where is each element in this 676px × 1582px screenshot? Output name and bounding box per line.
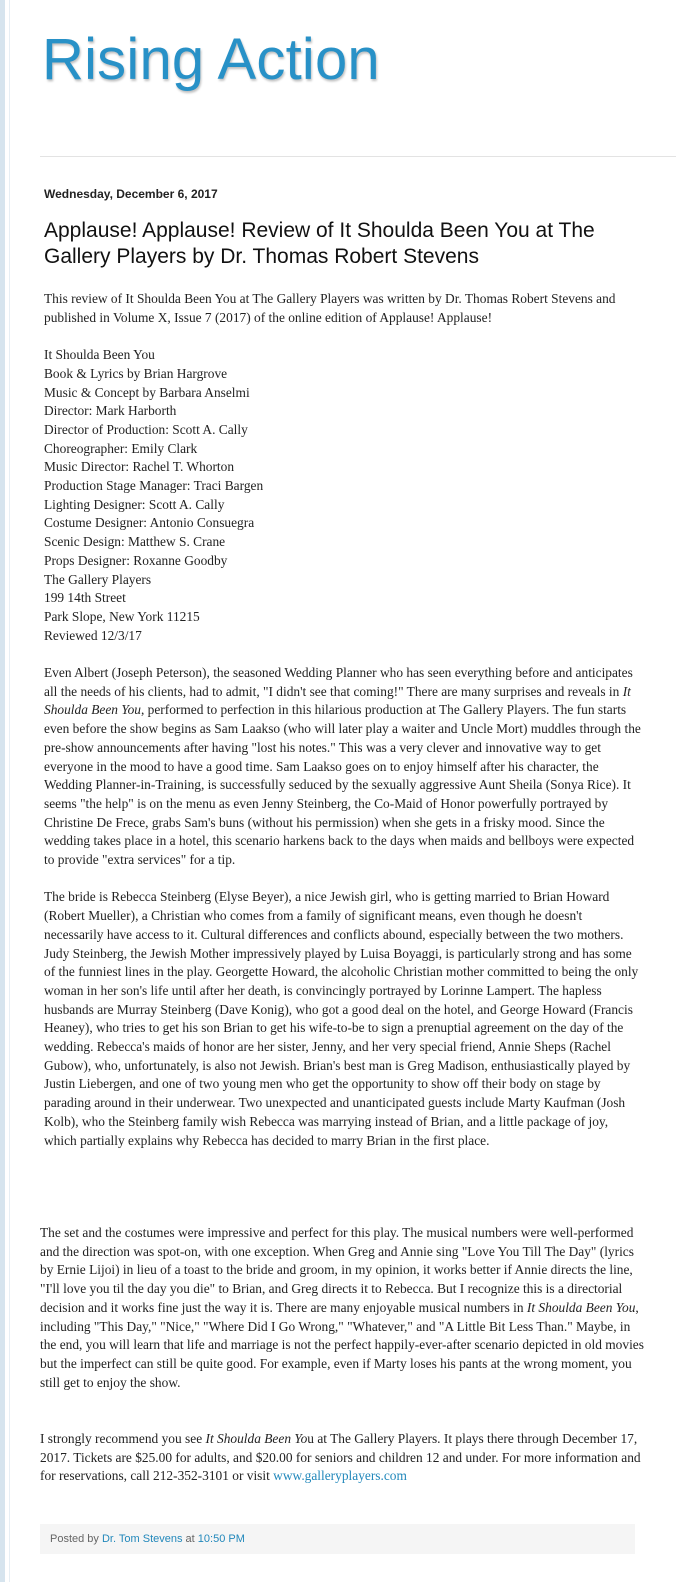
credit-line: Park Slope, New York 11215 [44,608,200,624]
credit-line: Director of Production: Scott A. Cally [44,421,248,437]
paragraph-text: Even Albert (Joseph Peterson), the seasoned Wedding Planner who has seen everything before and anticipates all the needs of his clients, had to admit, "I didn't see that coming!" There are many surprises and reveals in [44,665,633,699]
author-link[interactable]: Dr. Tom Stevens [101,1533,183,1545]
post-body [44,290,644,1150]
review-paragraph-4 [40,1430,650,1486]
gallery-players-link[interactable]: www.galleryplayers.com [273,1468,407,1484]
credit-line: The Gallery Players [44,571,152,587]
header-divider [40,156,676,157]
post-date: Wednesday, December 6, 2017 [44,187,218,201]
credit-line: It Shoulda Been You [44,347,155,363]
post-footer [40,1524,635,1554]
credit-line: Choreographer: Emily Clark [44,440,198,456]
credit-line: Music Director: Rachel T. Whorton [44,459,235,475]
credits-block [44,346,644,645]
left-border-line [9,0,10,1582]
credit-line: Costume Designer: Antonio Consuegra [44,515,255,531]
show-title-italic: It Shoulda Been You [526,1299,636,1315]
review-paragraph-3 [40,1224,650,1392]
credit-line: Music & Concept by Barbara Anselmi [44,384,250,400]
at-label: at [185,1533,195,1545]
show-title-italic: It Shoulda Been Yo [205,1431,308,1446]
credit-line: Reviewed 12/3/17 [44,627,142,643]
left-border [0,0,5,1582]
intro-paragraph: This review of It Shoulda Been You at The Gallery Players was written by Dr. Thomas Robert Stevens and published in Volume X, Issue 7 (2017) of the online edition of Applause! Applause! [44,291,616,325]
posted-by-label: Posted by [50,1533,99,1545]
paragraph-text: , performed to perfection in this hilarious production at The Gallery Players. The fun starts even before the show begins as Sam Laakso (who will later play a waiter and Uncle Mort) muddles through the pre-show announcements after having "lost his notes." This was a very clever and innovative way to get everyone in the mood to have a good time. Sam Laakso goes on to enjoy himself after his character, the Wedding Planner-in-Training, is successfully seduced by the sexually aggressive Aunt Sheila (Sonya Rice). It seems "the help" is on the menu as even Jenny Steinberg, the Co-Maid of Honor powerfully portrayed by Christine De Frece, grabs Sam's buns (without his permission) when she gets in a frisky mood. Since the wedding takes place in a hotel, this scenario harkens back to the days when maids and bellboys were expected to provide "extra services" for a tip. [44,702,641,868]
credit-line: Props Designer: Roxanne Goodby [44,552,228,568]
paragraph-text: u at The Gallery Players. It plays there through December 17, 2017. Tickets are $25.00 for adults, and $20.00 for seniors and children 12 and under. For more information and for reservations, call 212-352-3101 or visit [40,1431,641,1484]
credit-line: Book & Lyrics by Brian Hargrove [44,365,228,381]
credit-line: 199 14th Street [44,590,126,606]
credit-line: Scenic Design: Matthew S. Crane [44,534,226,550]
review-paragraph-2: The bride is Rebecca Steinberg (Elyse Beyer), a nice Jewish girl, who is getting married to Brian Howard (Robert Mueller), a Christian who comes from a family of significant means, even though he doesn't necessarily have access to it. Cultural differences and conflicts abound, especially between the two mothers. Judy Steinberg, the Jewish Mother impressively played by Luisa Boyaggi, is particularly strong and has some of the funniest lines in the play. Georgette Howard, the alcoholic Christian mother committed to being the only woman in her son's life until after her death, is convincingly portrayed by Lorinne Lampert. The hapless husbands are Murray Steinberg (Dave Konig), who got a good deal on the hotel, and George Howard (Francis Heaney), who tries to get his son Brian to get his wife-to-be to sign a prenuptial agreement on the day of the wedding. Rebecca's maids of honor are her sister, Jenny, and her very special friend, Annie Sheps (Rachel Gubow), who, unfortunately, is also not Jewish. Brian's best man is Greg Madison, enthusiastically played by Justin Liebergen, and one of two young men who get the opportunity to show off their body on stage by parading around in their underwear. Two unexpected and unanticipated guests include Marty Kaufman (Josh Kolb), who the Steinberg family wish Rebecca was marrying instead of Brian, and a little package of joy, which partially explains why Rebecca has decided to marry Brian in the first place. [44,889,639,1148]
paragraph-text: I strongly recommend you see [40,1431,206,1446]
post-time-link[interactable]: 10:50 PM [197,1533,245,1545]
show-title-italic: It Shoulda Been You [44,683,631,718]
credit-line: Production Stage Manager: Traci Bargen [44,478,264,494]
credit-line: Lighting Designer: Scott A. Cally [44,496,225,512]
paragraph-text: , including "This Day," "Nice," "Where Did I Go Wrong," "Whatever," and "A Little Bit Less Than." Maybe, in the end, you will learn that life and marriage is not the perfect happily-ever-after scenario depicted in old movies but the imperfect can still be quite good. For example, even if Marty loses his pants at the wrong moment, you still get to enjoy the show. [40,1299,644,1390]
paragraph-text: The set and the costumes were impressive and perfect for this play. The musical numbers were well-performed and the direction was spot-on, with one exception. When Greg and Annie sing "Love You Till The Day" (lyrics by Ernie Lijoi) in lieu of a toast to the bride and groom, in my opinion, it works better if Annie directs the line, "I'll love you til the day you die" to Brian, and Greg directs it to Rebecca. But I recognize this is a directorial decision and it works fine just the way it is. There are many enjoyable musical numbers in [40,1225,634,1315]
post-title[interactable]: Applause! Applause! Review of It Shoulda Been You at The Gallery Players by Dr. Thomas Robert Stevens [44,219,595,268]
blog-title[interactable]: Rising Action [42,27,380,92]
review-paragraph-1 [44,664,644,870]
credit-line: Director: Mark Harborth [44,403,177,419]
